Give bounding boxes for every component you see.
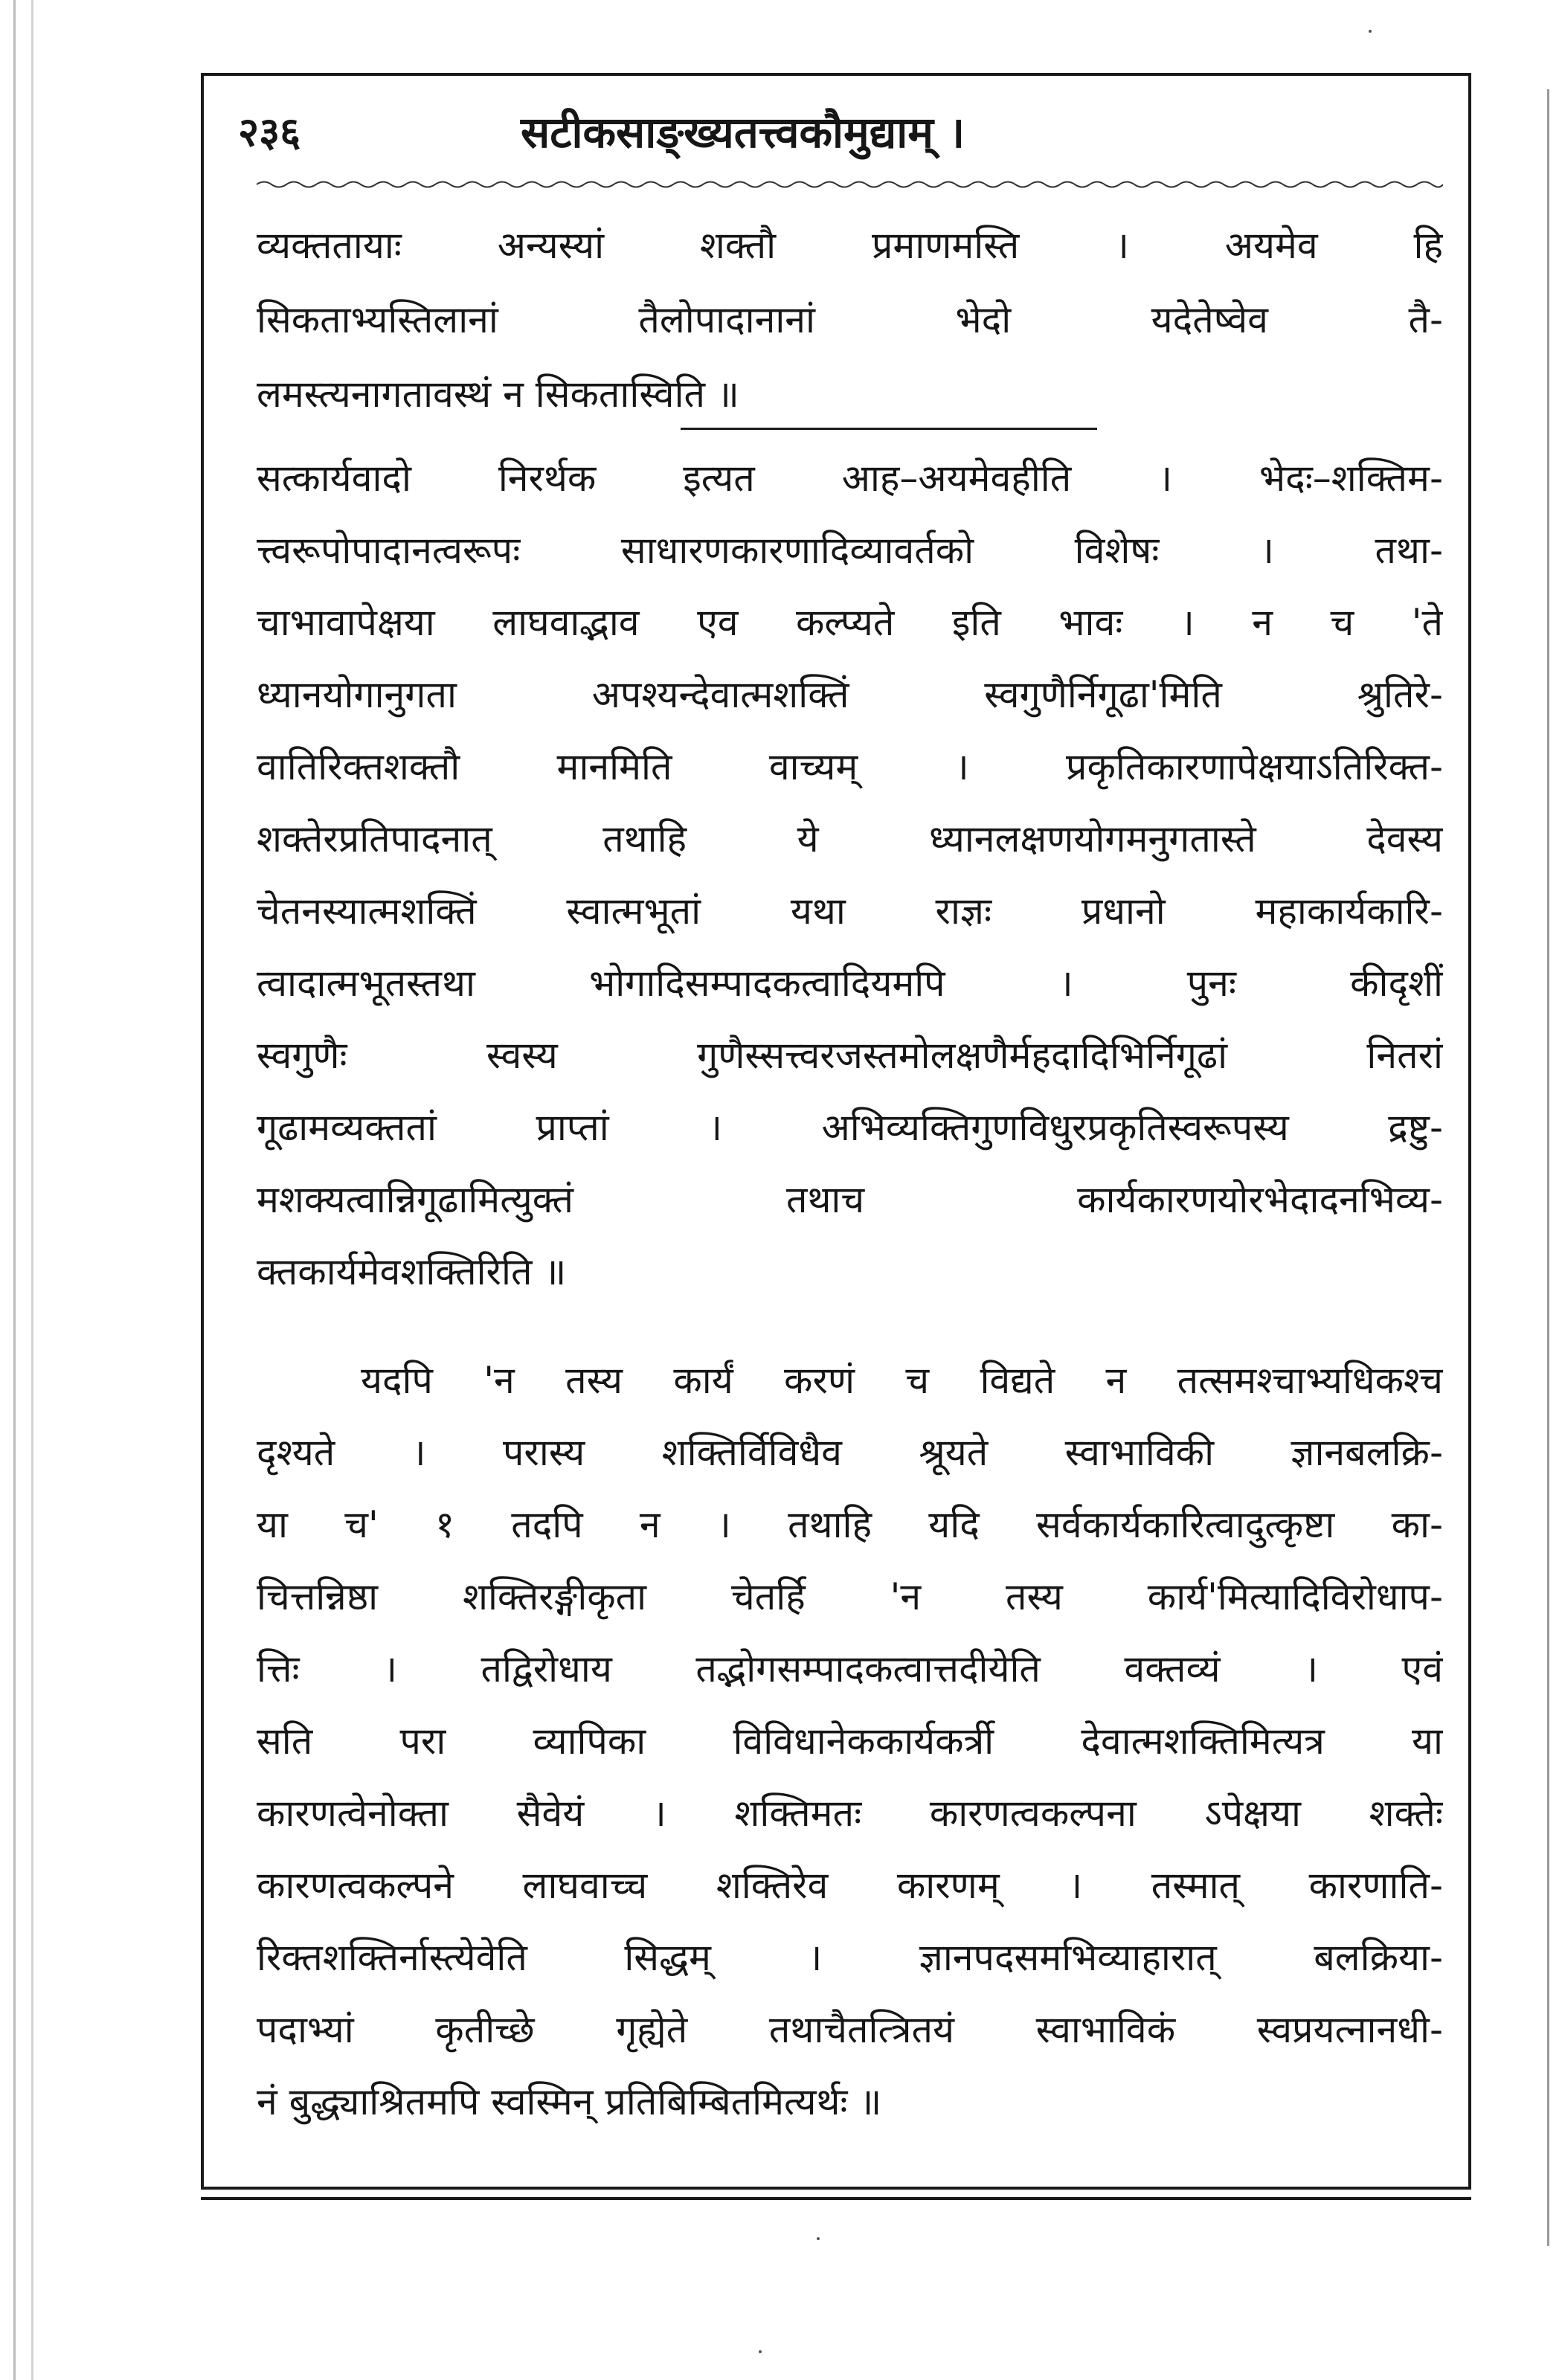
- scan-speck: [817, 2237, 820, 2240]
- bottom-double-rule: [201, 2197, 1471, 2200]
- scan-speck: [759, 2350, 762, 2353]
- text-line: या च' १ तदपि न । तथाहि यदि सर्वकार्यकारित्वादुत्कृष्टा का-: [257, 1503, 1443, 1546]
- text-line: यदपि 'न तस्य कार्यं करणं च विद्यते न तत्समश्चाभ्यधिकश्च: [361, 1359, 1443, 1402]
- text-line: त्त्वरूपोपादानत्वरूपः साधारणकारणादिव्यावर्तको विशेषः । तथा-: [257, 529, 1443, 572]
- text-line: लमस्त्यनागतावस्थं न सिकतास्विति ॥: [257, 373, 739, 416]
- text-line: त्तिः । तद्विरोधाय तद्भोगसम्पादकत्वात्तदीयेति वक्तव्यं । एवं: [257, 1647, 1443, 1691]
- text-line: गूढामव्यक्ततां प्राप्तां । अभिव्यक्तिगुणविधुरप्रकृतिस्वरूपस्य द्रष्टु-: [257, 1106, 1443, 1149]
- text-line: स्वगुणैः स्वस्य गुणैस्सत्त्वरजस्तमोलक्षणैर्महदादिभिर्निगूढां नितरां: [257, 1034, 1443, 1077]
- text-line: नं बुद्ध्याश्रितमपि स्वस्मिन् प्रतिबिम्बितमित्यर्थः ॥: [257, 2080, 882, 2123]
- page-number: २३६: [238, 109, 301, 155]
- binding-edge-line-right: [1547, 89, 1549, 2246]
- scan-speck: [1369, 30, 1372, 33]
- text-line: ध्यानयोगानुगता अपश्यन्देवात्मशक्तिं स्वगुणैर्निगूढा'मिति श्रुतिरे-: [257, 673, 1443, 716]
- page-header: [238, 95, 1443, 162]
- binding-edge-line-inner: [31, 0, 33, 2380]
- running-title: सटीकसाङ्ख्यतत्त्वकौमुद्याम् ।: [521, 107, 965, 158]
- binding-edge-line: [13, 0, 16, 2380]
- text-line: वातिरिक्तशक्तौ मानमिति वाच्यम् । प्रकृतिकारणापेक्षयाऽतिरिक्त-: [257, 745, 1443, 788]
- commentary-block-2: [257, 443, 1443, 1308]
- commentary-block-1: [257, 208, 1443, 431]
- section-divider-rule: [681, 428, 1097, 430]
- text-line: कारणत्वकल्पने लाघवाच्च शक्तिरेव कारणम् । तस्मात् कारणाति-: [257, 1864, 1443, 1907]
- text-line: चित्तन्निष्ठा शक्तिरङ्गीकृता चेतर्हि 'न तस्य कार्य'मित्यादिविरोधाप-: [257, 1575, 1443, 1618]
- text-line: क्तकार्यमेवशक्तिरिति ॥: [257, 1250, 567, 1293]
- text-line: शक्तेरप्रतिपादनात् तथाहि ये ध्यानलक्षणयोगमनुगतास्ते देवस्य: [257, 817, 1443, 861]
- text-line: सत्कार्यवादो निरर्थक इत्यत आह–अयमेवहीति । भेदः–शक्तिम-: [257, 457, 1443, 500]
- text-line: सति परा व्यापिका विविधानेककार्यकर्त्री देवात्मशक्तिमित्यत्र या: [257, 1720, 1443, 1763]
- commentary-block-3: [257, 1345, 1443, 2138]
- text-line: व्यक्ततायाः अन्यस्यां शक्तौ प्रमाणमस्ति । अयमेव हि: [257, 224, 1443, 267]
- header-wavy-rule: [257, 177, 1443, 192]
- text-line: चेतनस्यात्मशक्तिं स्वात्मभूतां यथा राज्ञः प्रधानो महाकार्यकारि-: [257, 890, 1443, 933]
- text-line: दृश्यते । परास्य शक्तिर्विविधैव श्रूयते स्वाभाविकी ज्ञानबलक्रि-: [257, 1431, 1443, 1474]
- text-line: कारणत्वेनोक्ता सैवेयं । शक्तिमतः कारणत्वकल्पना ऽपेक्षया शक्तेः: [257, 1792, 1443, 1835]
- text-line: चाभावापेक्षया लाघवाद्भाव एव कल्प्यते इति भावः । न च 'ते: [257, 601, 1443, 644]
- text-line: सिकताभ्यस्तिलानां तैलोपादानानां भेदो यदेतेष्वेव तै-: [257, 298, 1443, 341]
- text-line: त्वादात्मभूतस्तथा भोगादिसम्पादकत्वादियमपि । पुनः कीदृशीं: [257, 962, 1443, 1005]
- text-line: रिक्तशक्तिर्नास्त्येवेति सिद्धम् । ज्ञानपदसमभिव्याहारात् बलक्रिया-: [257, 1936, 1443, 1979]
- text-line: मशक्यत्वान्निगूढामित्युक्तं तथाच कार्यकारणयोरभेदादनभिव्य-: [257, 1178, 1443, 1221]
- text-line: पदाभ्यां कृतीच्छे गृह्येते तथाचैतत्त्रितयं स्वाभाविकं स्वप्रयत्नानधी-: [257, 2008, 1443, 2051]
